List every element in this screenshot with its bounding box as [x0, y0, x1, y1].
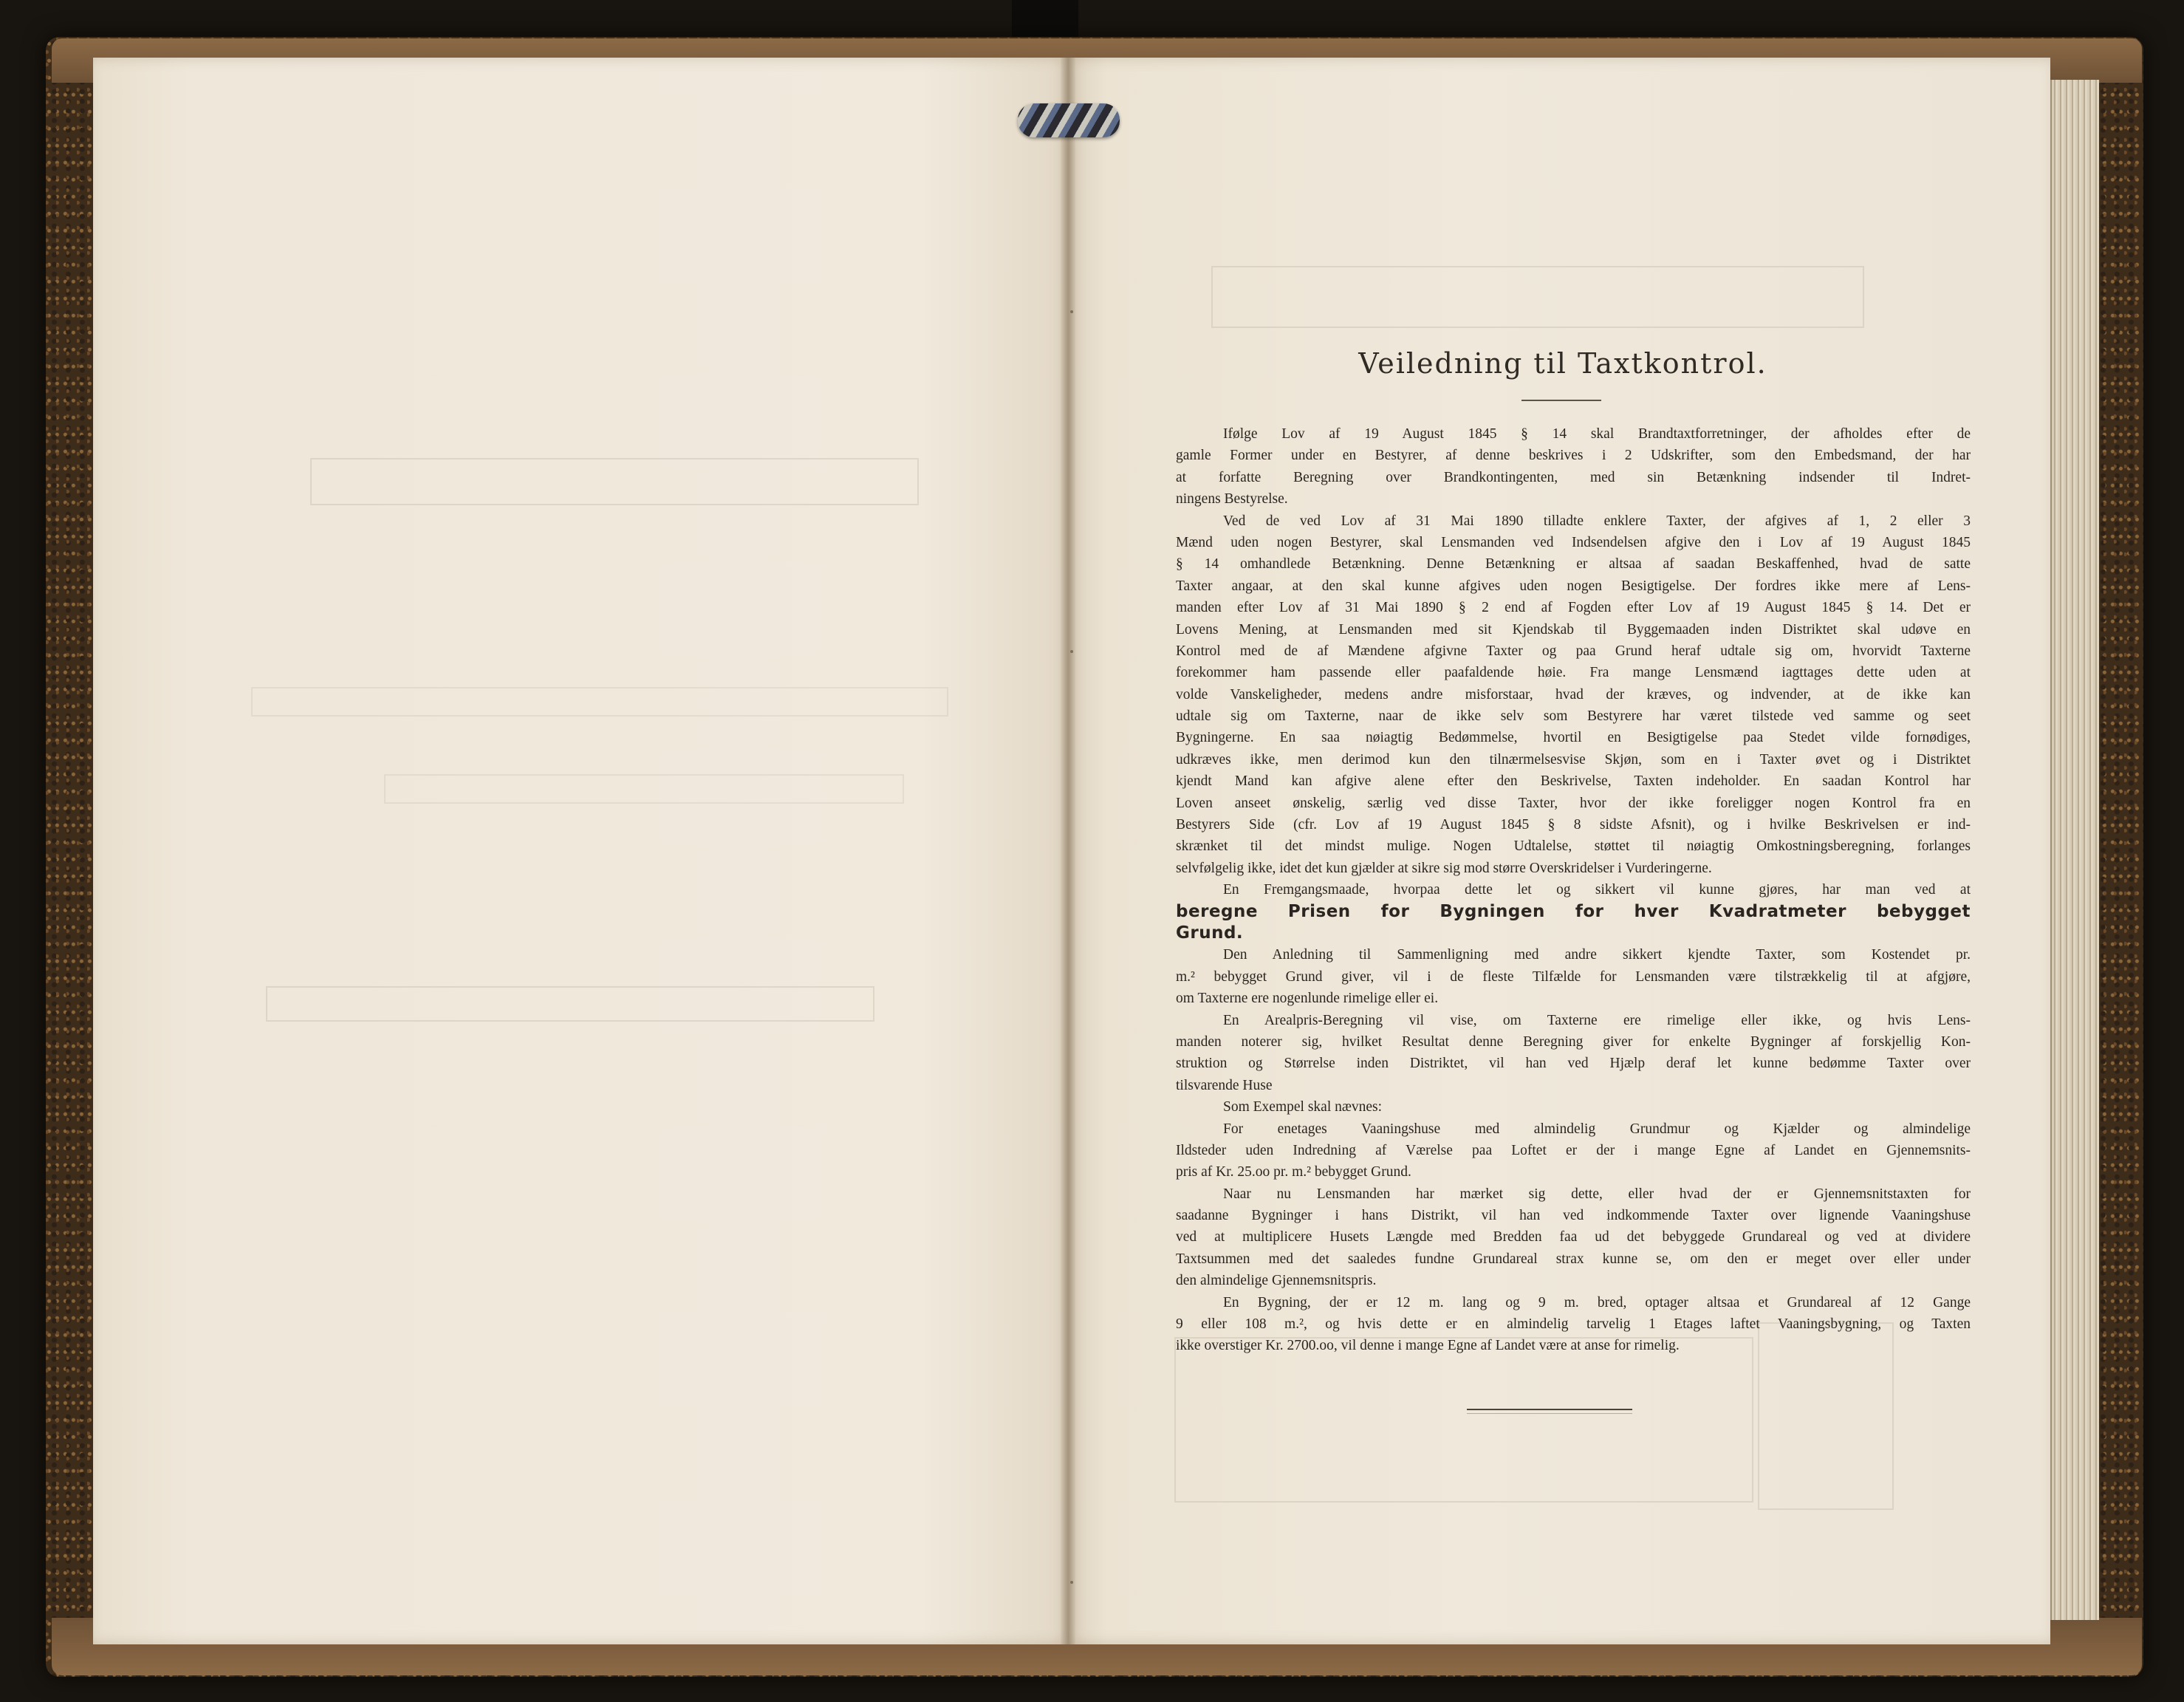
text-line: Som Exempel skal nævnes: — [1223, 1099, 1383, 1115]
bleed-through-mark — [1174, 1337, 1753, 1503]
text-line: udtale sig om Taxterne, naar de ikke selv som Bestyrere har været tilstede ved samme og seet — [1176, 708, 1971, 725]
text-line: at forfatte Beregning over Brandkontingenten, med sin Betænkning indsender til Indret- — [1176, 469, 1971, 485]
text-line: manden noterer sig, hvilket Resultat denne Beregning giver for enkelte Bygninger af forskjellig Kon- — [1176, 1033, 1971, 1050]
book-gutter — [1061, 58, 1075, 1644]
text-line: Lovens Mening, at Lensmanden med sit Kjendskab til Byggemaaden inden Distriktet skal udøve en — [1176, 621, 1971, 638]
text-line: om Taxterne ere nogenlunde rimelige eller ei. — [1176, 991, 1439, 1007]
bleed-through-mark — [266, 986, 874, 1022]
bleed-through-mark — [310, 458, 919, 505]
text-line: saadanne Bygninger i hans Distrikt, vil han ved indkommende Taxter over lignende Vaaningshuse — [1176, 1208, 1971, 1224]
text-line: En Arealpris-Beregning vil vise, om Taxterne ere rimelige eller ikke, og hvis Lens- — [1223, 1012, 1971, 1028]
text-line: 9 eller 108 m.², og hvis dette er en almindelig tarvelig 1 Etages laftet Vaaningsbygning, og Taxten — [1176, 1316, 1971, 1333]
text-line: Naar nu Lensmanden har mærket sig dette, eller hvad der er Gjennemsnitstaxten for — [1223, 1186, 1971, 1202]
text-line: ved at multiplicere Husets Længde med Bredden faa ud det bebyggede Grundareal og ved at dividere — [1176, 1229, 1971, 1245]
document-title: Veiledning til Taxtkontrol. — [1358, 347, 1767, 380]
text-line: Ved de ved Lov af 31 Mai 1890 tilladte enklere Taxter, der afgives af 1, 2 eller 3 — [1223, 513, 1971, 529]
text-line: beregne Prisen for Bygningen for hver Kvadratmeter bebygget — [1176, 901, 1971, 921]
text-line: udkræves ikke, men derimod kun den tilnærmelsesvise Skjøn, som en i Taxter øvet og i Distriktet — [1176, 751, 1971, 768]
text-line: Kontrol med de af Mændene afgivne Taxter og paa Grund heraf udtale sig om, hvorvidt Taxterne — [1176, 643, 1971, 659]
text-line: struktion og Størrelse inden Distriktet, vil han ved Hjælp deraf let kunne bedømme Taxter over — [1176, 1056, 1971, 1072]
text-line: Ildsteder uden Indredning af Værelse paa Loftet er der i mange Egne af Landet en Gjennemsnits- — [1176, 1142, 1971, 1158]
text-line: den almindelige Gjennemsnitspris. — [1176, 1273, 1377, 1289]
bleed-through-mark — [384, 774, 904, 804]
text-line: Den Anledning til Sammenligning med andre sikkert kjendte Taxter, som Kostendet pr. — [1223, 947, 1971, 963]
text-line: Mænd uden nogen Bestyrer, skal Lensmanden ved Indsendelsen afgive den i Lov af 19 August 1845 — [1176, 534, 1971, 550]
text-line: § 14 omhandlede Betænkning. Denne Betænkning er altsaa af saadan Beskaffenhed, hvad de satte — [1176, 556, 1971, 573]
text-line: For enetages Vaaningshuse med almindelig Grundmur og Kjælder og almindelige — [1223, 1121, 1971, 1137]
text-line: En Fremgangsmaade, hvorpaa dette let og sikkert vil kunne gjøres, har man ved at — [1223, 882, 1971, 898]
text-line: Loven anseet ønskelig, særlig ved disse Taxter, hvor der ikke foreligger nogen Kontrol fra en — [1176, 795, 1971, 811]
text-line: skrænket til det mindst mulige. Nogen Udtalelse, støttet til nøiagtig Omkostningsberegning, forlanges — [1176, 838, 1971, 855]
text-line: ningens Bestyrelse. — [1176, 491, 1288, 507]
end-rule-shadow — [1467, 1413, 1632, 1414]
text-line: manden efter Lov af 31 Mai 1890 § 2 end af Fogden efter Lov af 19 August 1845 § 14. Det er — [1176, 600, 1971, 616]
text-line: En Bygning, der er 12 m. lang og 9 m. bred, optager altsaa et Grundareal af 12 Gange — [1223, 1294, 1971, 1310]
text-line: Bestyrers Side (cfr. Lov af 19 August 1845 § 8 sidste Afsnit), og i hvilke Beskrivelsen er ind- — [1176, 817, 1971, 833]
gutter-mark — [1070, 650, 1073, 653]
text-line: Bygningerne. En saa nøiagtig Bedømmelse, hvortil en Besigtigelse paa Stedet vilde fornødiges, — [1176, 730, 1971, 746]
text-line: kjendt Mand kan afgive alene efter den Beskrivelse, Taxten indeholder. En saadan Kontrol har — [1176, 773, 1971, 790]
document-body — [1176, 423, 1971, 1357]
text-line: selvfølgelig ikke, idet det kun gjælder at sikre sig mod større Overskridelser i Vurderingerne. — [1176, 860, 1712, 876]
gutter-mark — [1070, 1581, 1073, 1584]
gutter-mark — [1070, 310, 1073, 313]
text-line: Taxtsummen med det saaledes fundne Grundareal strax kunne se, om den er meget over eller under — [1176, 1251, 1971, 1267]
text-line: tilsvarende Huse — [1176, 1077, 1273, 1093]
text-line: Ifølge Lov af 19 August 1845 § 14 skal Brandtaxtforretninger, der afholdes efter de — [1223, 426, 1971, 442]
text-line: gamle Former under en Bestyrer, af denne beskrives i 2 Udskrifter, som den Embedsmand, der har — [1176, 448, 1971, 464]
binding-thread — [1018, 103, 1120, 137]
text-line: Taxter angaar, at den skal kunne afgives uden nogen Besigtigelse. Der fordres ikke mere af Lens- — [1176, 578, 1971, 594]
text-line: forekommer ham passende eller paafaldende høie. Fra mange Lensmænd iagttages dette uden at — [1176, 665, 1971, 681]
left-page — [93, 58, 1068, 1644]
text-line: Grund. — [1176, 923, 1244, 943]
text-line: ikke overstiger Kr. 2700.oo, vil denne i mange Egne af Landet være at anse for rimelig. — [1176, 1338, 1680, 1354]
text-line: pris af Kr. 25.oo pr. m.² bebygget Grund. — [1176, 1164, 1411, 1180]
text-line: m.² bebygget Grund giver, vil i de fleste Tilfælde for Lensmanden være tilstrækkelig til at afgjøre, — [1176, 968, 1971, 985]
bleed-through-mark — [1211, 266, 1864, 328]
bleed-through-mark — [251, 687, 948, 717]
end-rule — [1467, 1409, 1632, 1410]
title-rule — [1521, 400, 1601, 401]
page-stack-edge — [2050, 80, 2099, 1620]
text-line: volde Vanskeligheder, medens andre misforstaar, hvad der kræves, og indvender, at de ikke kan — [1176, 686, 1971, 703]
